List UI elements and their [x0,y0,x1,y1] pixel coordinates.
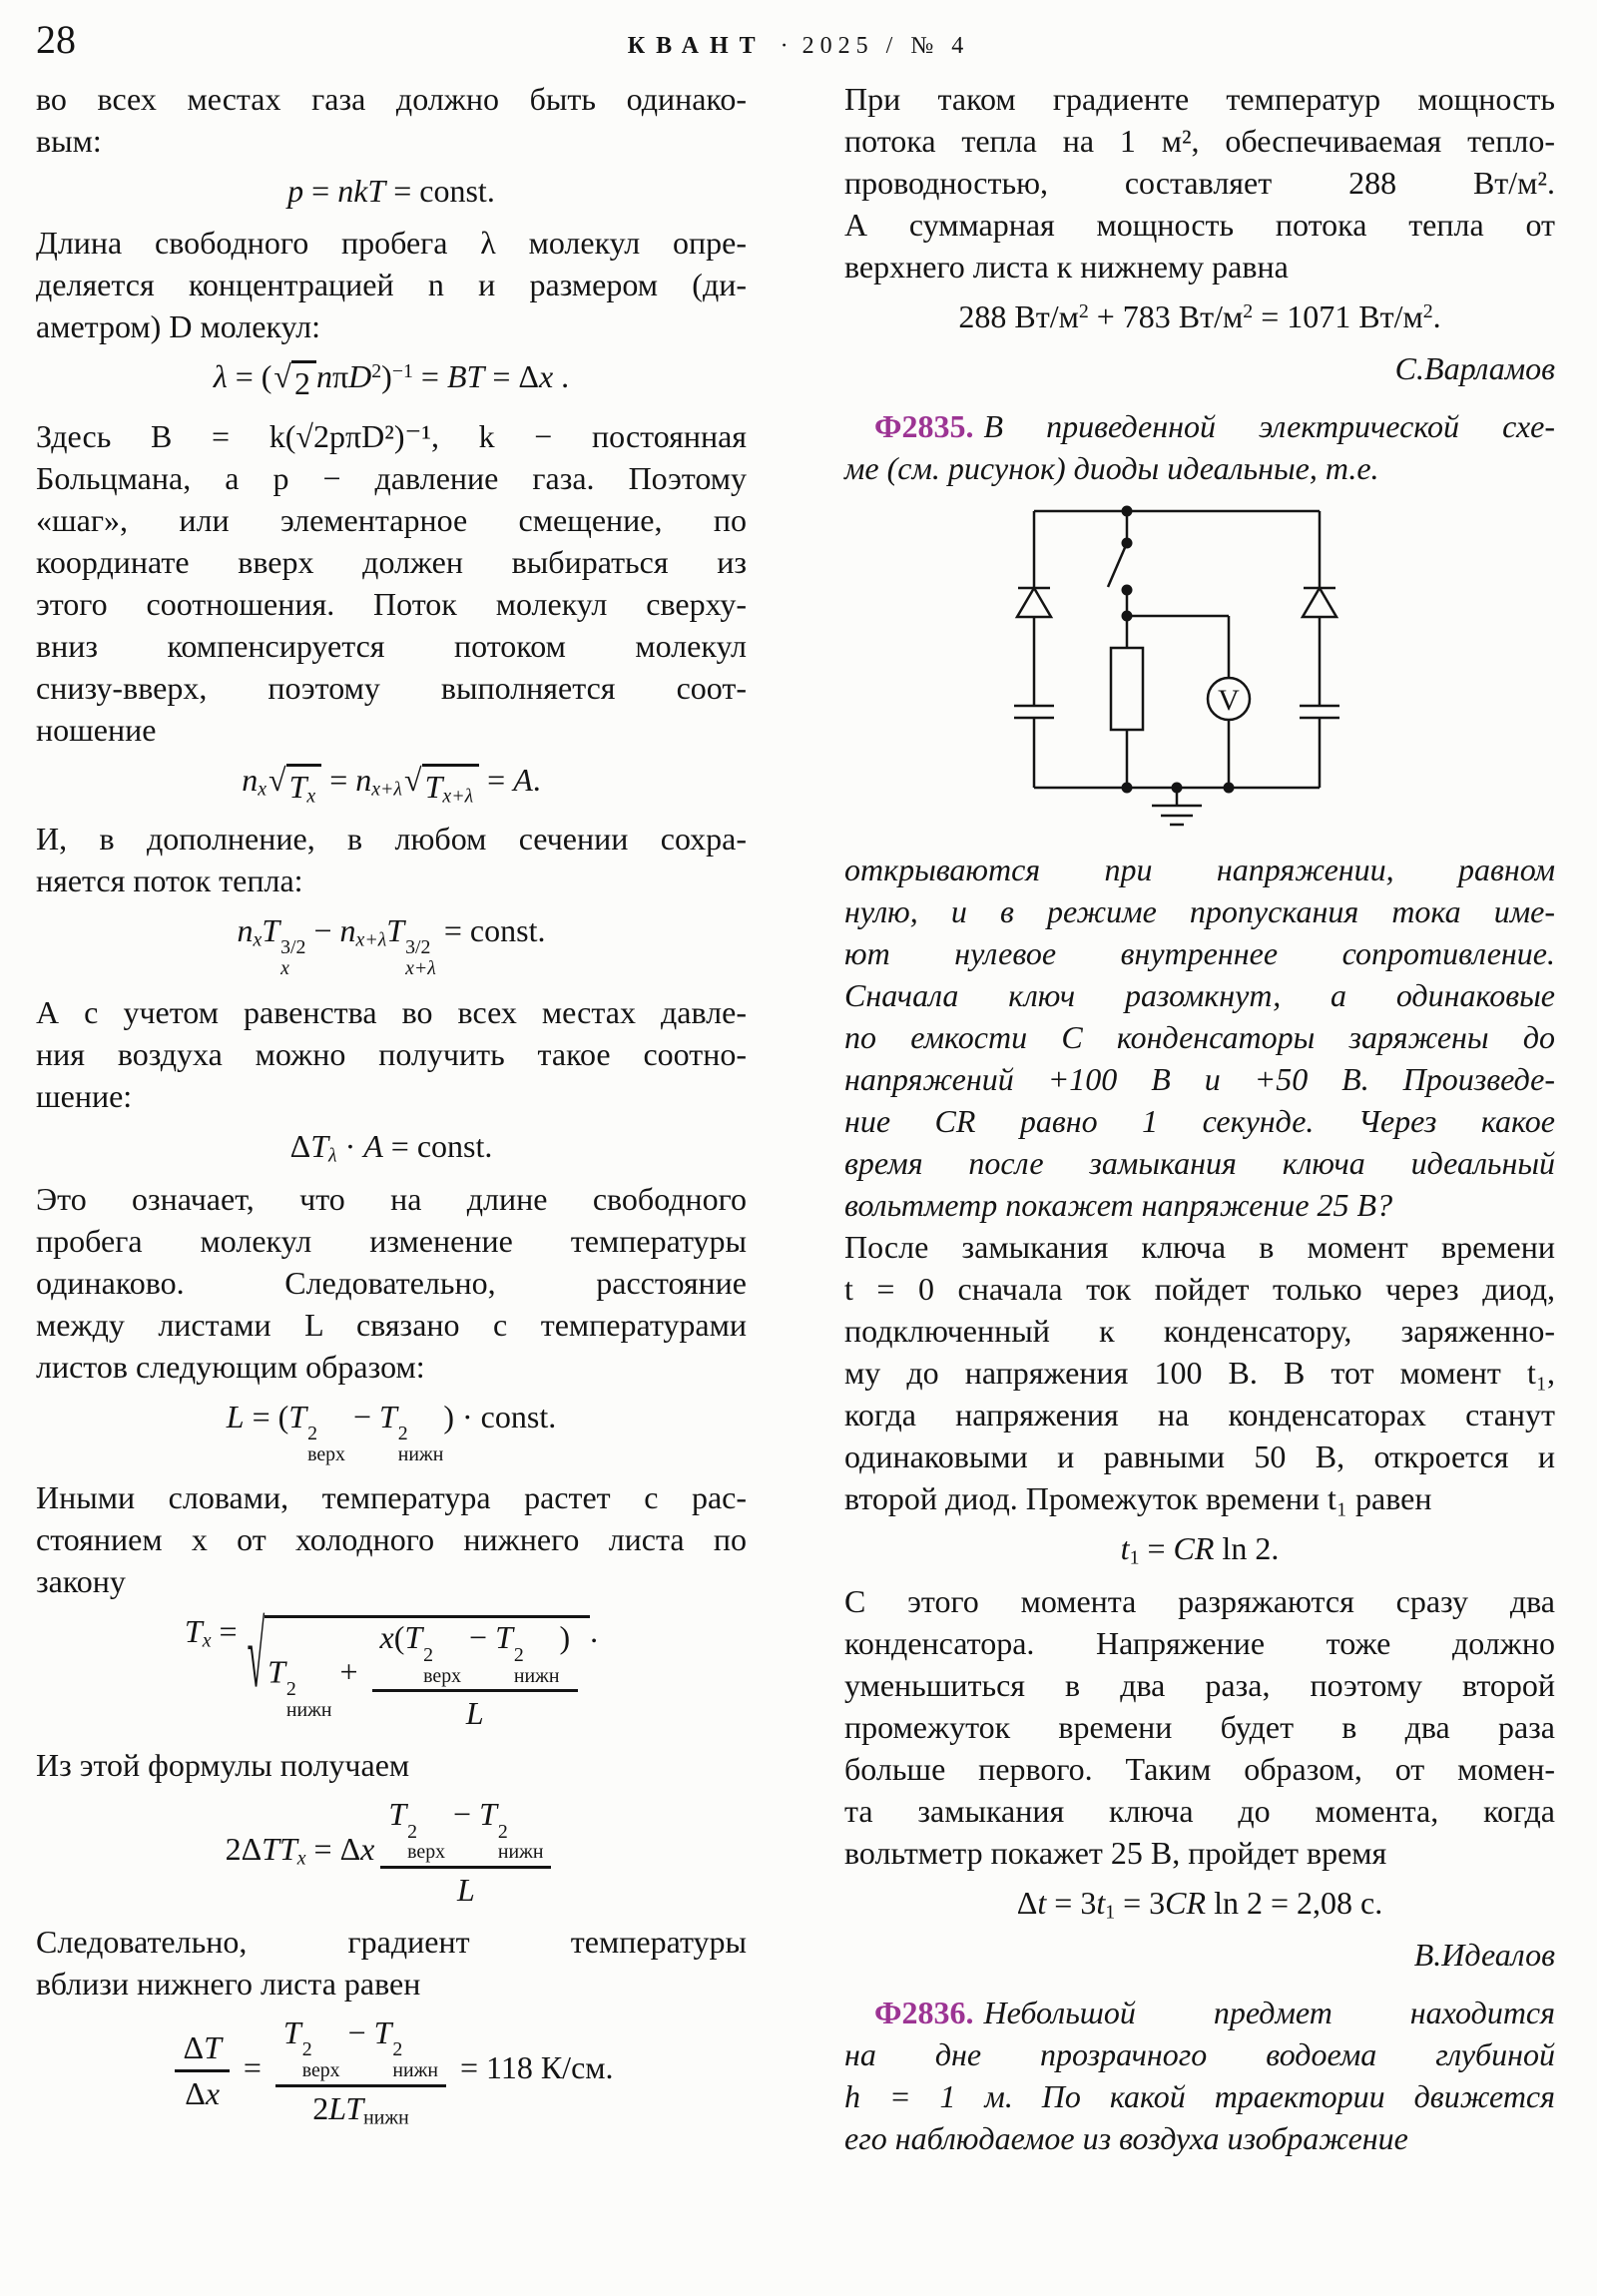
math-token: n [237,912,254,949]
formula [36,1602,747,1732]
math-token: T [262,912,280,949]
text-line: деляется концентрацией n и размером (ди- [36,267,747,303]
math-token: 3/2 x [280,936,306,980]
math-token: T [204,2029,222,2066]
paragraph [36,991,747,1117]
math-token: T [479,1796,497,1833]
math-token: 2 нижн [497,1820,544,1864]
math-token: x [296,1847,306,1870]
math-token: 2 верх [407,1820,446,1864]
resistor-icon [1111,648,1143,730]
math-token: − [344,1398,379,1435]
math-token: + [331,1654,366,1691]
math-token: T [386,912,405,949]
math-token: −1 [391,360,413,383]
math-token: = 3 [1046,1884,1097,1921]
paragraph [36,222,747,347]
paragraph [36,1744,747,1786]
math-token: = const. [385,173,495,209]
text-line: ния воздуха можно получить такое соотно- [36,1036,747,1073]
text-line: вблизи нижнего листа равен [36,1965,421,2002]
math-token: нижн [363,2106,409,2129]
text-line: t = 0 сначала ток пойдет только через диод, [844,1271,1555,1308]
paragraph [36,415,747,751]
formula [36,172,747,210]
math-token: t [1120,1530,1130,1567]
math-token: 1 [1105,1901,1116,1924]
diode-left-icon [1017,588,1051,617]
math-token: T [404,1619,423,1656]
formula [844,1884,1555,1922]
text-line: Следовательно, градиент температуры [36,1923,747,1960]
math-token: x [202,1629,212,1652]
problem-label: Ф2836. [874,1995,974,2031]
math-expression [225,1796,558,1909]
math-expression [213,358,570,402]
math-token: 1 [1129,1546,1140,1569]
math-expression [226,1398,557,1465]
math-token: L [465,1695,484,1732]
text-line: напряжений +100 В и +50 В. Произведе- [844,1061,1555,1098]
text-line: на дне прозрачного водоема глубиной [844,2036,1555,2073]
math-expression [289,1128,493,1167]
math-expression [275,2014,446,2087]
math-expression [286,764,322,806]
math-token: Δ [183,2029,205,2066]
text-line: конденсатора. Напряжение тоже должно [844,1624,1555,1661]
math-token: x [258,778,267,801]
text-line: когда напряжения на конденсаторах станут [844,1397,1555,1434]
math-token: 2 [371,360,382,383]
text-line: одинаковыми и равными 50 В, откроется и [844,1438,1555,1475]
text-line: Из этой формулы получаем [36,1747,410,1784]
text-line: между листами L связано с температурами [36,1306,747,1343]
math-token: 2 [1422,300,1433,323]
math-token: = 1071 Вт/м [1253,298,1423,334]
math-token: 2 [312,2089,329,2126]
formula [36,2014,747,2127]
math-expression [958,298,1440,334]
math-token: n [355,761,372,798]
paragraph [844,78,1555,287]
formula [844,1529,1555,1567]
math-token: ln 2. [1214,1530,1280,1567]
text-line: больше первого. Таким образом, от момен- [844,1750,1555,1787]
text-line: во всех местах газа должно быть одинако- [36,81,747,117]
math-expression [312,2087,409,2127]
voltmeter-label: V [1218,684,1240,718]
text-line: вым: [36,123,102,159]
junction-dot [1172,783,1183,794]
math-expression [265,1615,590,1732]
junction-dot [1122,538,1133,549]
junction-dot [1122,611,1133,622]
problem-statement [844,405,1555,489]
math-token: L [226,1398,245,1435]
text-line: промежуток времени будет в два раза [844,1708,1555,1745]
text-line: проводностью, составляет 288 Вт/м². [844,165,1555,201]
math-token: λ [213,358,228,395]
math-token: T [267,1654,285,1691]
math-token: x [205,2074,221,2111]
math-token: L [457,1872,475,1909]
header-separator: · [780,33,789,59]
math-token: x [306,785,316,808]
math-token: √ 2 [273,360,316,402]
text-line: закону [36,1563,126,1600]
math-token: T [495,1619,513,1656]
text-line: ние CR равно 1 секунде. Через какое [844,1103,1555,1140]
text-line: няется поток тепла: [36,862,303,899]
math-token: D [348,358,372,395]
math-expression [466,1692,484,1732]
formula [36,761,747,806]
math-token: = [1139,1530,1174,1567]
two-column-layout [36,78,1555,2159]
formula [36,1127,747,1165]
math-token: λ [327,1144,337,1167]
math-token: t [1037,1884,1047,1921]
math-token: ) · const. [443,1398,557,1435]
math-token: A [513,761,533,798]
text-line: И, в дополнение, в любом сечении сохра- [36,821,747,858]
journal-title: КВАНТ [627,33,767,59]
math-token: = 118 К/см. [451,2048,614,2085]
junction-dot [1224,783,1235,794]
circuit-figure-wrap [1007,503,1555,833]
math-token: n [315,358,332,395]
junction-dot [1122,783,1133,794]
text-line: Ф2835. В приведенной электрической схе- [874,408,1555,445]
paragraph [36,818,747,901]
math-token: x [253,928,263,951]
math-token: 2 верх [307,1422,345,1465]
math-token: = Δ [305,1830,361,1867]
math-token: LT [328,2089,364,2126]
text-line: Длина свободного пробега λ молекул опре- [36,225,747,262]
math-expression [1016,1884,1383,1924]
math-token: n [242,761,259,798]
math-token: = [235,2048,269,2085]
issue-label: 2025 / № 4 [801,33,970,59]
math-expression [422,764,480,806]
math-token: = [412,358,447,395]
text-line: Сначала ключ разомкнут, а одинаковые [844,977,1555,1014]
math-token: T [288,1398,307,1435]
math-expression [185,2072,220,2112]
text-line: его наблюдаемое из воздуха изображение [844,2120,1408,2157]
text-line: ют нулевое внутреннее сопротивление. [844,935,1555,972]
text-line: му до напряжения 100 В. В тот момент t₁, [844,1355,1555,1392]
math-token: x [379,1619,394,1656]
text-line: При таком градиенте температур мощность [844,81,1555,117]
math-token: BT [446,358,485,395]
math-token: Δ [289,1128,311,1165]
math-token: = Δ [484,358,539,395]
text-line: Ф2836. Небольшой предмет находится [874,1995,1555,2031]
math-token: − [305,912,340,949]
text-line: нулю, и в режиме пропускания тока име- [844,893,1555,930]
math-token: √ $T_x$ [268,764,321,806]
math-token: Δ [1016,1884,1038,1921]
math-token: CR [1165,1884,1207,1921]
page-header [0,34,1597,58]
math-token: 3/2 x+λ [405,936,436,980]
math-token: TT [262,1830,297,1867]
math-token: . [553,358,570,395]
math-expression [287,173,495,209]
math-token: − [461,1619,496,1656]
math-expression [457,1869,475,1909]
text-line: шение: [36,1078,133,1115]
author-signature: В.Идеалов [1413,1937,1555,1974]
formula [844,297,1555,335]
text-line: одинаково. Следовательно, расстояние [36,1264,747,1301]
text-line: по емкости C конденсаторы заряжены до [844,1019,1555,1056]
math-token: 2 [1078,300,1089,323]
text-line: вниз компенсируется потоком молекул [36,627,747,664]
math-token: + 783 Вт/м [1088,298,1244,334]
math-token: 2 верх [423,1643,462,1687]
text-line: время после замыкания ключа идеальный [844,1145,1555,1182]
math-token: T [184,1613,203,1650]
math-token: x+λ [442,785,474,808]
text-line: подключенный к конденсатору, заряженно- [844,1313,1555,1350]
math-token: √ $T_{x+\lambda}$ [404,764,479,806]
math-token: 2 нижн [397,1422,444,1465]
circuit-figure [1007,503,1346,833]
math-token: t [1096,1884,1106,1921]
formula [36,1796,747,1909]
math-token: ) [381,358,392,395]
text-line: этого соотношения. Поток молекул сверху- [36,585,747,622]
math-token: √ T 2 нижн + x(T 2 верх − T 2 нижн ) L [248,1615,591,1732]
text-line: снизу-вверх, поэтому выполняется соот- [36,669,747,706]
text-line: Иными словами, температура растет с рас- [36,1479,747,1516]
math-token: T [373,2013,392,2050]
math-token: 2 нижн [513,1643,560,1687]
math-token [175,2029,229,2112]
text-line: «шаг», или элементарное смещение, по [36,501,747,538]
math-token: x [538,358,554,395]
math-expression [175,2029,229,2072]
math-token: T [282,2013,301,2050]
math-token: π [331,358,349,395]
math-token: A [363,1128,383,1165]
paragraph [844,849,1555,1226]
paragraph [36,78,747,162]
math-token: . [590,1613,599,1650]
math-token: 2 нижн [285,1678,332,1722]
math-token: 2 нижн [392,2038,438,2082]
page-number: 28 [36,17,76,62]
formula [36,911,747,979]
text-line: верхнего листа к нижнему равна [844,249,1289,285]
math-token: 2Δ [225,1830,263,1867]
diode-right-icon [1303,588,1336,617]
text-line: вольтметр покажет 25 В, пройдет время [844,1834,1387,1871]
junction-dot [1122,506,1133,517]
math-token: p [287,173,304,209]
paragraph [844,1580,1555,1874]
math-expression [291,360,316,402]
paragraph [36,1178,747,1388]
text-line: вольтметр покажет напряжение 25 В? [844,1187,1393,1224]
math-token: = [321,761,356,798]
text-line: ме (см. рисунок) диоды идеальные, т.е. [844,450,1379,487]
math-token: ) [559,1619,571,1656]
text-line: аметром) D молекул: [36,308,320,345]
math-token: CR [1173,1530,1215,1567]
math-token: T [379,1398,397,1435]
math-token: = [303,173,338,209]
text-line: С этого момента разряжаются сразу два [844,1582,1555,1619]
problem-statement [844,1992,1555,2159]
math-token: 2 [293,365,310,402]
math-token: . [532,761,541,798]
math-token: = const. [435,912,546,949]
math-expression [372,1619,579,1692]
text-line: h = 1 м. По какой траектории движется [844,2078,1555,2115]
math-token [275,2014,446,2127]
math-expression [237,912,546,980]
math-token: ln 2 = 2,08 с. [1206,1884,1383,1921]
text-line: ношение [36,711,157,748]
text-line: Здесь B = k(√2pπD²)⁻¹, k − постоянная [36,417,747,454]
math-token: = [211,1613,246,1650]
math-expression [380,1796,551,1869]
left-column [36,78,747,2159]
formula [36,357,747,402]
math-expression [242,761,541,808]
text-line: уменьшиться в два раза, поэтому второй [844,1666,1555,1703]
formula [36,1398,747,1465]
text-line: А с учетом равенства во всех местах давле- [36,994,747,1031]
text-line: координате вверх должен выбираться из [36,543,747,580]
math-token: . [1432,298,1441,334]
right-column [844,78,1555,2159]
text-line: Больцмана, а p − давление газа. Поэтому [36,459,747,496]
junction-dot [1122,585,1133,596]
text-line: листов следующим образом: [36,1348,425,1385]
text-line: второй диод. Промежуток времени t₁ равен [844,1480,1432,1517]
author-signature: С.Варламов [1394,350,1555,387]
math-token: 288 Вт/м [958,298,1079,334]
math-token: x+λ [371,778,403,801]
switch-blade-icon [1108,543,1127,587]
math-token: T [310,1128,328,1165]
text-line: Это означает, что на длине свободного [36,1180,747,1217]
math-token: x [360,1830,375,1867]
math-token: Δ [185,2074,206,2111]
text-line: открываются при напряжении, равном [844,852,1555,888]
text-line: стоянием x от холодного нижнего листа по [36,1521,747,1558]
math-token: 2 [1243,300,1254,323]
paragraph [36,1921,747,2005]
text-line: А суммарная мощность потока тепла от [844,207,1555,243]
math-token: ( [393,1619,405,1656]
text-line: После замыкания ключа в момент времени [844,1229,1555,1266]
math-token: = [479,761,514,798]
math-token: T [424,768,443,805]
math-token: · [336,1128,364,1165]
math-expression [184,1602,599,1732]
math-token: − [445,1796,480,1833]
math-token: T [288,768,307,805]
math-token: − [339,2013,374,2050]
math-expression [169,2013,614,2129]
text-line: пробега молекул изменение температуры [36,1222,747,1259]
math-token: 2 верх [301,2038,340,2082]
math-token [380,1796,551,1909]
math-expression [1120,1530,1280,1569]
math-token: = 3 [1115,1884,1166,1921]
text-line: потока тепла на 1 м², обеспечиваемая тепло- [844,123,1555,159]
math-token [372,1619,579,1732]
math-token: = ( [227,358,272,395]
math-token: T [388,1796,407,1833]
math-token: = const. [382,1128,493,1165]
paragraph [844,1226,1555,1519]
problem-label: Ф2835. [874,408,974,445]
text-line: та замыкания ключа до момента, когда [844,1792,1555,1829]
math-token: = ( [244,1398,289,1435]
math-token: nkT [337,173,386,209]
math-token: x+λ [355,928,387,951]
paragraph [36,1476,747,1602]
math-token: n [339,912,356,949]
